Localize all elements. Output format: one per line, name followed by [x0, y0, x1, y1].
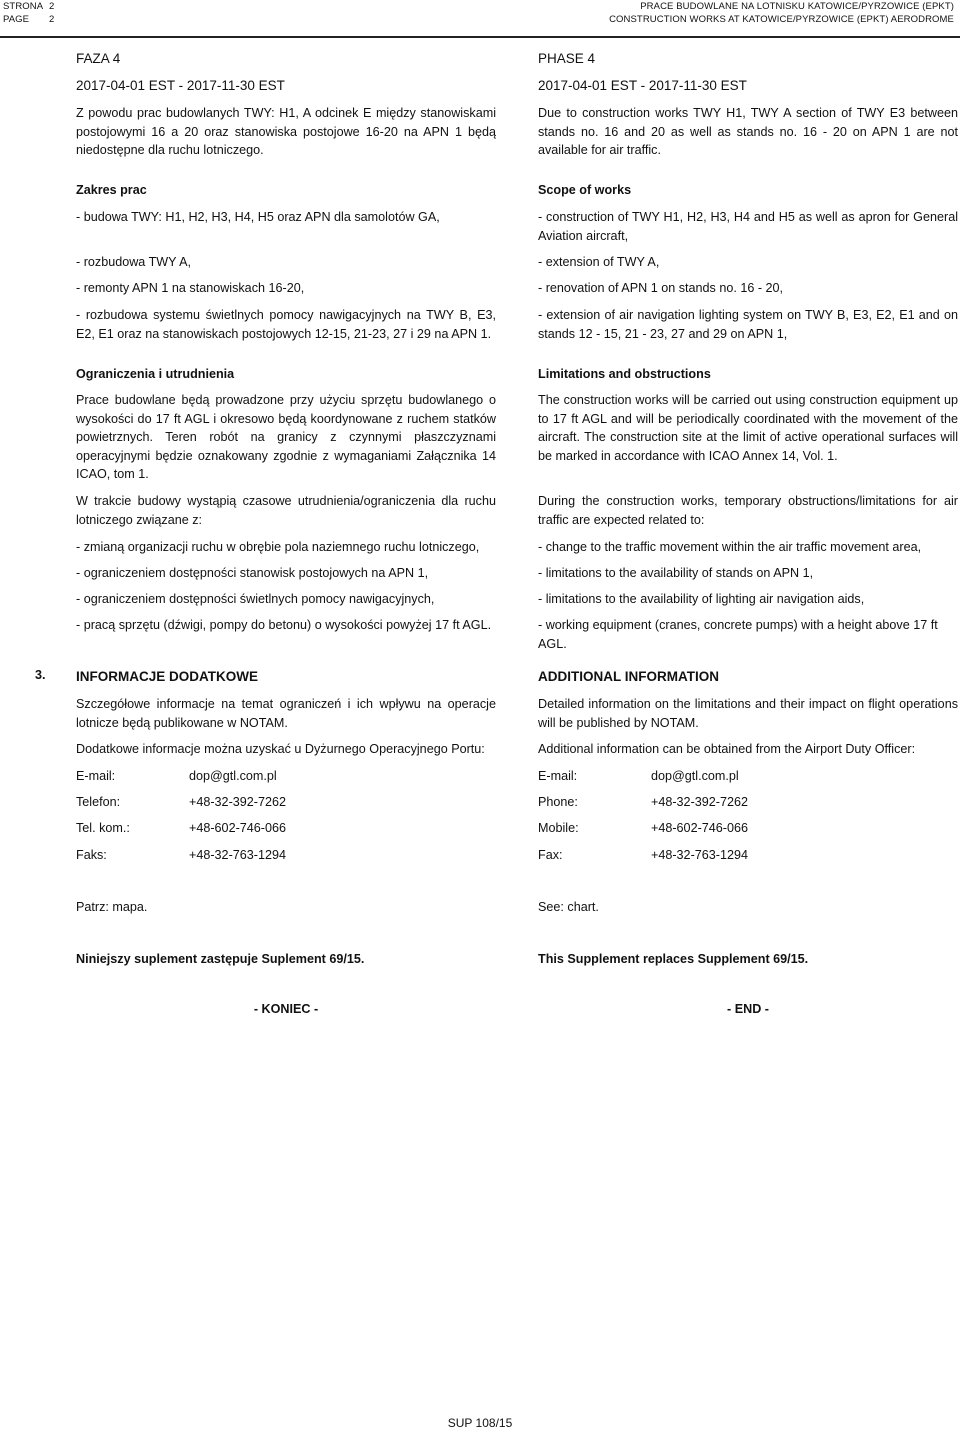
obstruction-item: - zmianą organizacji ruchu w obrębie pola naziemnego ruchu lotniczego,	[76, 540, 480, 554]
obstructions-intro: During the construction works, temporary obstructions/limitations for air traffic are expected related to:	[538, 494, 958, 527]
contact-email-link[interactable]: dop@gtl.com.pl	[189, 769, 277, 783]
obstruction-item: - working equipment (cranes, concrete pumps) with a height above 17 ft AGL.	[538, 618, 938, 651]
supplement-replaces-note: This Supplement replaces Supplement 69/15.	[538, 952, 809, 966]
phase-dates: 2017-04-01 EST - 2017-11-30 EST	[76, 78, 285, 93]
scope-item: - extension of air navigation lighting system on TWY B, E3, E2, E1 and on stands 12 - 15, 21 - 23, 27 and 29 on APN 1,	[538, 308, 958, 341]
page-label-pl: STRONA	[3, 1, 44, 12]
contact-value: +48-32-392-7262	[189, 795, 286, 809]
scope-item: - extension of TWY A,	[538, 255, 660, 269]
additional-info-contact-intro: Dodatkowe informacje można uzyskać u Dyżurnego Operacyjnego Portu:	[76, 742, 485, 756]
end-marker-pl: - KONIEC -	[253, 1002, 319, 1016]
contact-label: Mobile:	[538, 821, 579, 835]
contact-email-link[interactable]: dop@gtl.com.pl	[651, 769, 739, 783]
contact-value: +48-32-392-7262	[651, 795, 748, 809]
additional-info-text: Szczegółowe informacje na temat ograniczeń i ich wpływu na operacje lotnicze będą publikowane w NOTAM.	[76, 697, 496, 730]
page-number: 2	[49, 14, 55, 25]
phase-title: PHASE 4	[538, 51, 596, 66]
phase-title: FAZA 4	[76, 51, 121, 66]
scope-item: - rozbudowa TWY A,	[76, 255, 192, 269]
end-marker-en: - END -	[727, 1002, 769, 1016]
contact-label: Fax:	[538, 848, 563, 862]
phase-description: Due to construction works TWY H1, TWY A section of TWY E3 between stands no. 16 and 20 as well as stands no. 16 - 20 on APN 1 are not available for air traffic.	[538, 106, 958, 157]
limits-heading: Ograniczenia i utrudnienia	[76, 367, 235, 381]
see-chart-note: See: chart.	[538, 900, 599, 914]
limits-heading: Limitations and obstructions	[538, 367, 711, 381]
obstruction-item: - pracą sprzętu (dźwigi, pompy do betonu) o wysokości powyżej 17 ft AGL.	[76, 618, 492, 632]
scope-heading: Scope of works	[538, 183, 632, 197]
scope-item: - rozbudowa systemu świetlnych pomocy nawigacyjnych na TWY B, E3, E2, E1 oraz na stanowiskach postojowych 12-15, 21-23, 27 i 29 na APN 1.	[76, 308, 496, 341]
contact-label: Phone:	[538, 795, 578, 809]
obstruction-item: - limitations to the availability of stands on APN 1,	[538, 566, 814, 580]
page-footer: SUP 108/15	[447, 1416, 513, 1430]
contact-label: E-mail:	[76, 769, 116, 783]
contact-label: Faks:	[76, 848, 107, 862]
scope-item: - remonty APN 1 na stanowiskach 16-20,	[76, 281, 305, 295]
scope-heading: Zakres prac	[76, 183, 147, 197]
obstruction-item: - ograniczeniem dostępności świetlnych pomocy nawigacyjnych,	[76, 592, 435, 606]
additional-info-text: Detailed information on the limitations and their impact on flight operations will be published by NOTAM.	[538, 697, 958, 730]
contact-label: Telefon:	[76, 795, 121, 809]
obstruction-item: - ograniczeniem dostępności stanowisk postojowych na APN 1,	[76, 566, 429, 580]
additional-info-heading: INFORMACJE DODATKOWE	[76, 669, 258, 684]
contact-label: E-mail:	[538, 769, 578, 783]
page-label-en: PAGE	[3, 14, 30, 25]
running-title-pl: PRACE BUDOWLANE NA LOTNISKU KATOWICE/PYRZOWICE (EPKT)	[640, 1, 954, 12]
contact-value: +48-602-746-066	[651, 821, 748, 835]
scope-item: - construction of TWY H1, H2, H3, H4 and H5 as well as apron for General Aviation aircraft,	[538, 210, 958, 243]
additional-info-heading: ADDITIONAL INFORMATION	[538, 669, 719, 684]
additional-info-contact-intro: Additional information can be obtained from the Airport Duty Officer:	[538, 742, 916, 756]
scope-item: - renovation of APN 1 on stands no. 16 - 20,	[538, 281, 784, 295]
page-number-block	[3, 0, 54, 26]
obstruction-item: - limitations to the availability of lighting air navigation aids,	[538, 592, 865, 606]
contact-value: +48-32-763-1294	[651, 848, 748, 862]
running-title-en: CONSTRUCTION WORKS AT KATOWICE/PYRZOWICE (EPKT) AERODROME	[609, 14, 954, 25]
see-chart-note: Patrz: mapa.	[76, 900, 148, 914]
obstructions-intro: W trakcie budowy wystąpią czasowe utrudnienia/ograniczenia dla ruchu lotniczego związane z:	[76, 494, 496, 527]
contact-value: +48-32-763-1294	[189, 848, 286, 862]
supplement-replaces-note: Niniejszy suplement zastępuje Suplement 69/15.	[76, 952, 365, 966]
contact-label: Tel. kom.:	[76, 821, 130, 835]
running-header	[609, 0, 954, 26]
limits-description: Prace budowlane będą prowadzone przy użyciu sprzętu budowlanego o wysokości do 17 ft AGL i okresowo będą koordynowane z ruchem statków powietrznych. Teren robót na granicy z czynnymi płaszczyznami operacyjnymi będzie oznakowany zgodnie z wymaganiami Załącznika 14 ICAO, tom 1.	[76, 393, 496, 481]
header-rule	[0, 36, 960, 38]
contact-value: +48-602-746-066	[189, 821, 286, 835]
limits-description: The construction works will be carried out using construction equipment up to 17 ft AGL and will be periodically coordinated with the movement of the aircraft. The construction site at the limit of active operational surfaces will be marked in accordance with ICAO Annex 14, Vol. 1.	[538, 393, 958, 463]
phase-description: Z powodu prac budowlanych TWY: H1, A odcinek E między stanowiskami postojowymi 16 a 20 oraz stanowiska postojowe 16-20 na APN 1 będą niedostępne dla ruchu lotniczego.	[76, 106, 496, 157]
phase-dates: 2017-04-01 EST - 2017-11-30 EST	[538, 78, 747, 93]
section-number: 3.	[35, 668, 46, 682]
scope-item: - budowa TWY: H1, H2, H3, H4, H5 oraz APN dla samolotów GA,	[76, 210, 440, 224]
page-number: 2	[49, 1, 55, 12]
obstruction-item: - change to the traffic movement within the air traffic movement area,	[538, 540, 922, 554]
